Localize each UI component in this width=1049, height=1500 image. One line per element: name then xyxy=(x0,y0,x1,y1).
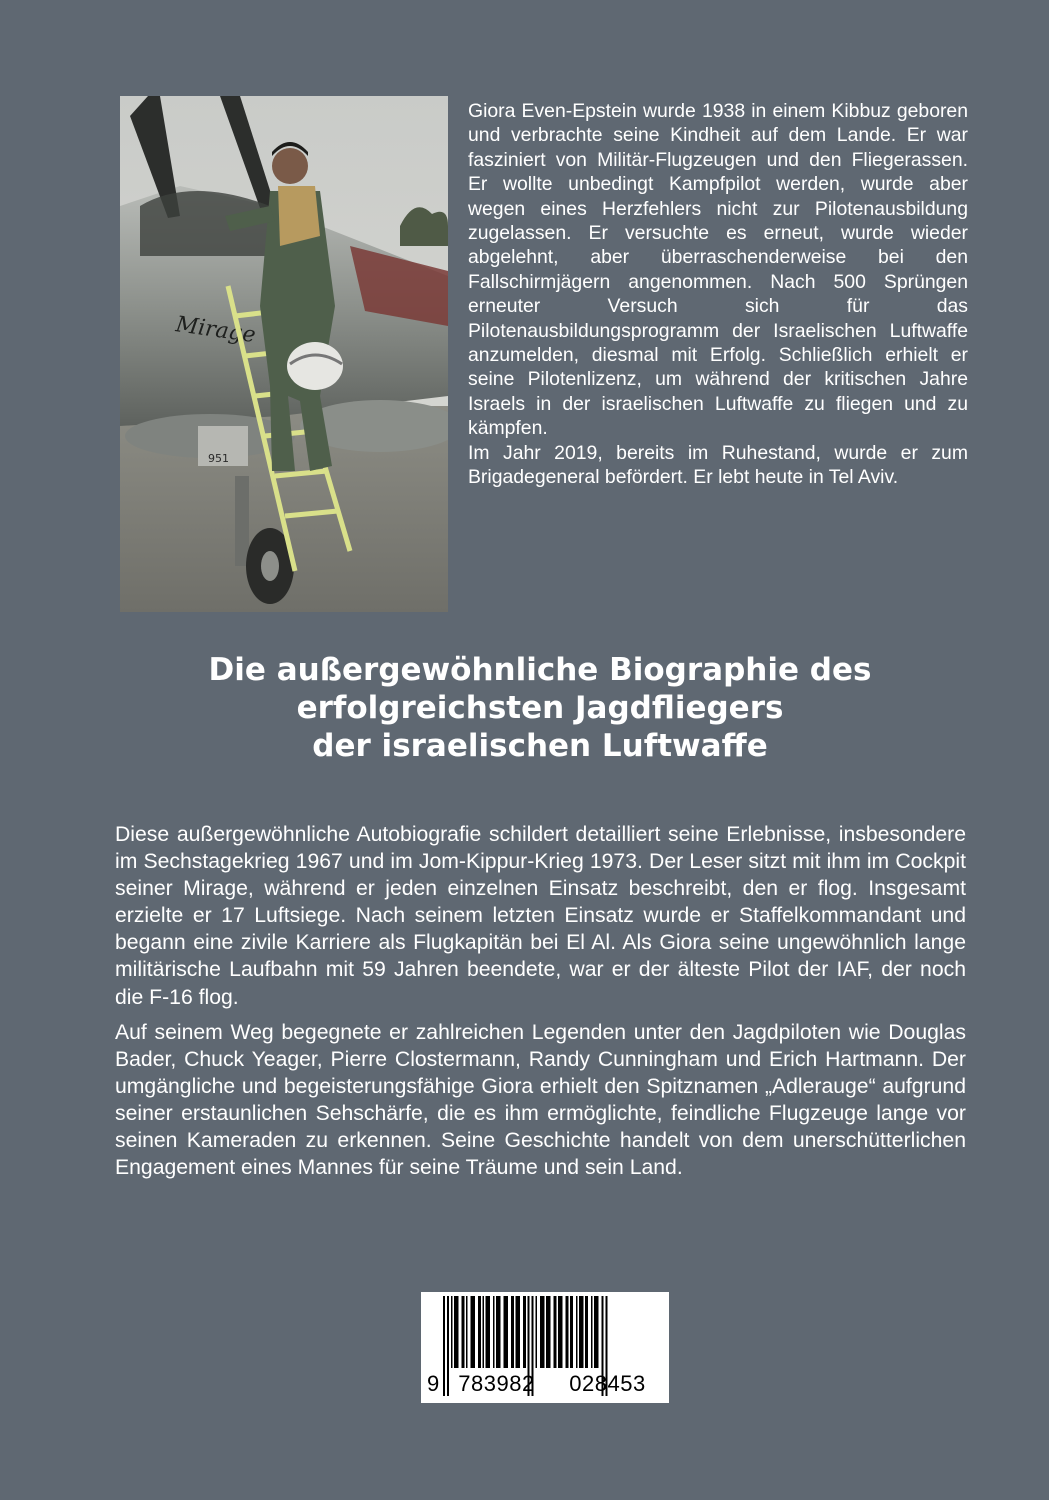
barcode-bar xyxy=(451,1296,453,1368)
barcode-bar xyxy=(466,1296,468,1368)
barcode-bar xyxy=(483,1296,485,1368)
barcode-bar xyxy=(585,1296,588,1368)
barcode-bar xyxy=(540,1296,545,1368)
headline-line: Die außergewöhnliche Biographie des xyxy=(208,652,872,688)
barcode-bar xyxy=(486,1296,491,1368)
barcode-bar xyxy=(576,1296,578,1368)
description-paragraph: Diese außergewöhnliche Autobiografie schildert detailliert seine Erlebnisse, insbesondere im Sechstagekrieg 1967 und im Jom-Kippur-Krieg 1973. Der Leser sitzt mit ihm im Cockpit seiner Mirage, während er jeden einzelnen Einsatz beschreibt, den er flog. Insgesamt erzielte er 17 Luftsiege. Nach seinem letzten Einsatz wurde er Staffelkommandant und begann eine zivile Karriere als Flugkapitän bei El Al. Als Giora seine ungewöhnlich lange militärische Laufbahn mit 59 Jahren beendete, war er der älteste Pilot der IAF, der noch die F-16 flog. xyxy=(115,823,966,1009)
bio-paragraph: Im Jahr 2019, bereits im Ruhestand, wurde er zum Brigadegeneral befördert. Er lebt heute in Tel Aviv. xyxy=(468,441,968,489)
barcode-bar xyxy=(496,1296,501,1368)
barcode-group-left: 783982 xyxy=(458,1371,535,1396)
barcode-bar xyxy=(558,1296,563,1368)
pilot-photo-illustration xyxy=(120,96,448,612)
barcode-group-right: 028453 xyxy=(569,1371,646,1396)
barcode-bar xyxy=(536,1296,538,1368)
barcode-bar xyxy=(566,1296,569,1368)
barcode-bar xyxy=(579,1296,584,1368)
headline-line: erfolgreichsten Jagdfliegers xyxy=(296,690,784,726)
barcode-bar xyxy=(594,1296,599,1368)
barcode-bar xyxy=(478,1296,481,1368)
aircraft-name-text: Mirage xyxy=(174,312,258,349)
book-description xyxy=(115,821,966,1189)
barcode-bar xyxy=(462,1296,465,1368)
barcode-bar xyxy=(546,1296,551,1368)
barcode-bar xyxy=(511,1296,514,1368)
tail-number-text: 951 xyxy=(208,452,229,465)
barcode-bar xyxy=(471,1296,476,1368)
barcode-first-digit: 9 xyxy=(427,1371,440,1396)
bio-paragraph: Giora Even-Epstein wurde 1938 in einem Kibbuz geboren und verbrachte seine Kindheit auf dem Lande. Er war fasziniert von Militär-Flugzeugen und den Fliegerassen. Er wollte unbedingt Kampfpilot werden, wurde aber wegen eines Herzfehlers nicht zur Pilotenausbildung zugelassen. Er versuchte es erneut, wurde wieder abgelehnt, aber überraschenderweise bei den Fallschirmjägern angenommen. Nach 500 Sprüngen erneuter Versuch sich für das Pilotenausbildungsprogramm der Israelischen Luftwaffe anzumelden, diesmal mit Erfolg. Schließlich erhielt er seine Pilotenlizenz, um während der kritischen Jahre Israels in der israelischen Luftwaffe zu fliegen und zu kämpfen. xyxy=(468,100,968,440)
barcode-bar xyxy=(454,1296,459,1368)
isbn-barcode xyxy=(421,1292,669,1403)
headline-line: der israelischen Luftwaffe xyxy=(312,728,768,764)
barcode-bar xyxy=(493,1296,495,1368)
barcode-bar xyxy=(516,1296,521,1368)
barcode-bar xyxy=(570,1296,573,1368)
barcode-bar xyxy=(504,1296,509,1368)
author-bio xyxy=(468,99,968,490)
book-headline xyxy=(100,651,980,765)
barcode-bar xyxy=(591,1296,593,1368)
pilot-photo xyxy=(120,96,448,612)
barcode-number xyxy=(421,1371,669,1399)
barcode-bar xyxy=(523,1296,526,1368)
description-paragraph: Auf seinem Weg begegnete er zahlreichen Legenden unter den Jagdpiloten wie Douglas Bader, Chuck Yeager, Pierre Clostermann, Randy Cunningham und Erich Hartmann. Der umgängliche und begeisterungsfähige Giora erhielt den Spitznamen „Adlerauge“ aufgrund seiner erstaunlichen Sehschärfe, die es ihm ermöglichte, feindliche Flugzeuge lange vor seinen Kameraden zu erkennen. Seine Geschichte handelt von dem unerschütterlichen Engagement eines Mannes für seine Träume und sein Land. xyxy=(115,1020,966,1180)
barcode-bar xyxy=(554,1296,557,1368)
